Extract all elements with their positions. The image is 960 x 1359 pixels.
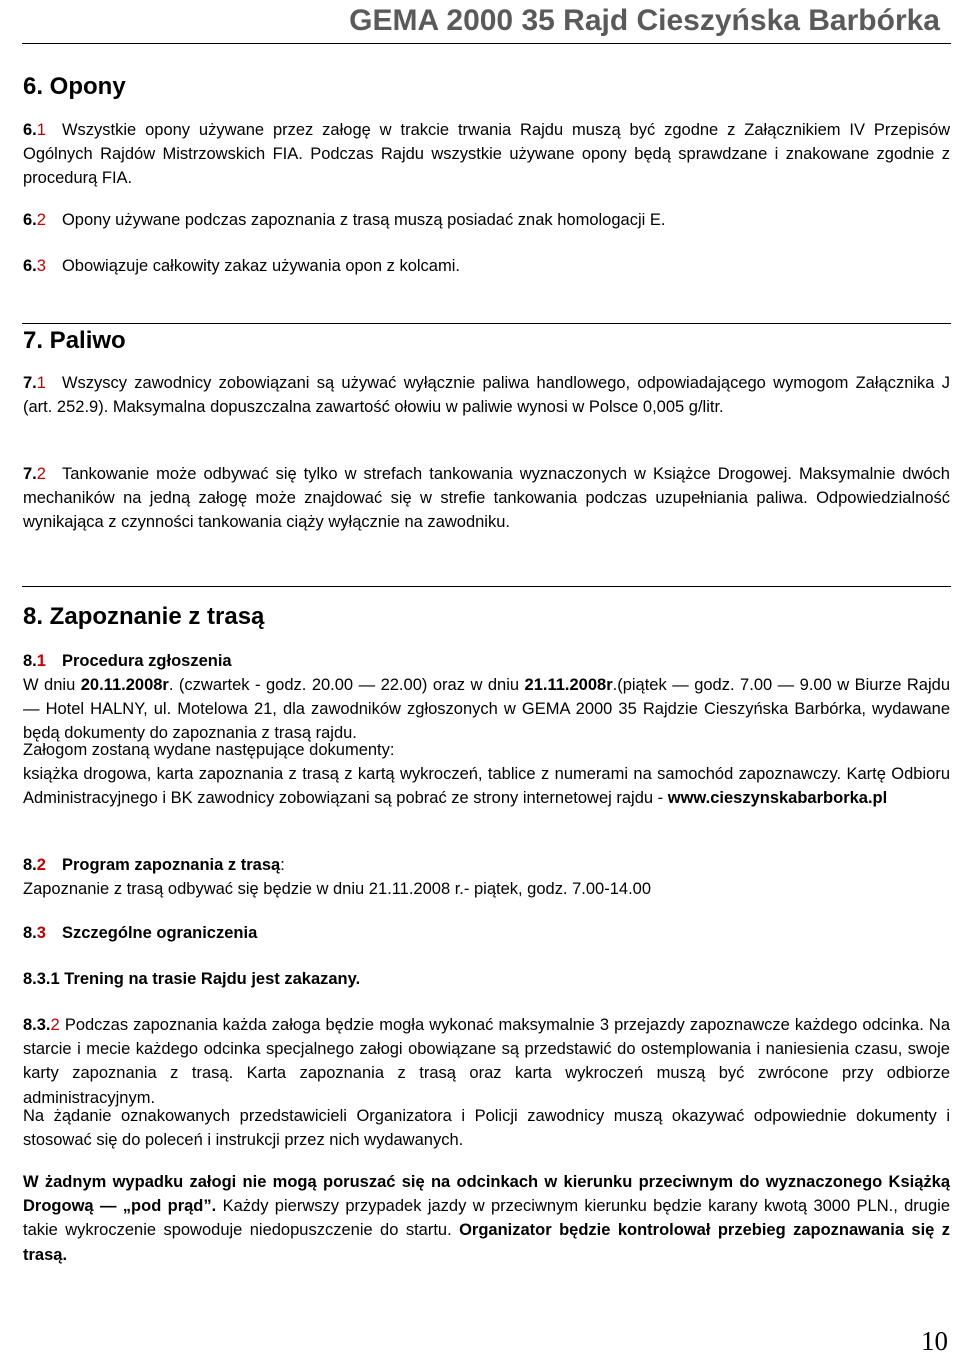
subsection-title: Procedura zgłoszenia bbox=[61, 652, 232, 670]
paragraph-8-1 bbox=[23, 673, 950, 746]
paragraph-number: 6. bbox=[23, 211, 37, 229]
subsection-number-suffix: 2 bbox=[36, 856, 46, 874]
text-run: : bbox=[280, 856, 285, 874]
paragraph-7-1 bbox=[23, 371, 950, 419]
subsection-number: 8. bbox=[23, 856, 37, 874]
paragraph-text: Opony używane podczas zapoznania z trasą muszą posiadać znak homologacji E. bbox=[61, 211, 666, 229]
subsection-number: 8. bbox=[23, 652, 37, 670]
header-title: GEMA 2000 35 Rajd Cieszyńska Barbórka bbox=[349, 4, 940, 37]
paragraph-final-warning bbox=[23, 1170, 950, 1267]
paragraph-text: Podczas zapoznania każda załoga będzie mogła wykonać maksymalnie 3 przejazdy zapoznawcze każdego odcinka. Na starcie i mecie każdego odcinka specjalnego załogi obowiązane są przedstawić do ostemplowania i naniesienia czasu, swoje karty zapoznania z trasą. Karta zapoznania z trasą oraz karta wykroczeń muszą być zwrócone przy odbiorze administracyjnym. bbox=[23, 1016, 950, 1107]
subsection-8-1-title bbox=[23, 649, 950, 673]
paragraph-number-suffix: 2 bbox=[36, 211, 46, 229]
paragraph-number: 8.3. bbox=[23, 1016, 51, 1034]
section-divider bbox=[22, 323, 951, 324]
subsection-title: Program zapoznania z trasą bbox=[61, 856, 281, 874]
subsection-8-2-title bbox=[23, 853, 950, 877]
section-6-heading: 6. Opony bbox=[23, 73, 126, 100]
paragraph-number-suffix: 2 bbox=[50, 1016, 60, 1034]
date-bold: 20.11.2008r bbox=[80, 676, 169, 694]
website-link[interactable]: www.cieszynskabarborka.pl bbox=[667, 789, 888, 808]
paragraph-number: 6. bbox=[23, 257, 37, 275]
subsection-8-3-title bbox=[23, 921, 950, 945]
paragraph-text: Wszystkie opony używane przez załogę w trakcie trwania Rajdu muszą być zgodne z Załącznikiem IV Przepisów Ogólnych Rajdów Mistrzowskich FIA. Podczas Rajdu wszystkie używane opony będą sprawdzane i znakowane zgodnie z procedurą FIA. bbox=[23, 121, 950, 188]
warning-bold-text: W żadnym wypadku załogi nie mogą poruszać się na odcinkach w kierunku przeciwnym do wyznaczonego Książką Drogową — „pod prąd”. bbox=[23, 1173, 950, 1216]
paragraph-number: 6. bbox=[23, 121, 37, 139]
text-run: książka drogowa, karta zapoznania z trasą z kartą wykroczeń, tablice z numerami na samochód zapoznawczy. Kartę Odbioru Administracyjnego i BK zawodnicy zobowiązani są pobrać ze strony internetowej rajdu - bbox=[23, 765, 950, 808]
paragraph-6-3 bbox=[23, 254, 950, 278]
paragraph-6-2 bbox=[23, 208, 950, 232]
warning-bold-text: Organizator będzie kontrolował przebieg zapoznawania się z trasą. bbox=[23, 1221, 950, 1264]
paragraph-text: Tankowanie może odbywać się tylko w strefach tankowania wyznaczonych w Książce Drogowej. Maksymalnie dwóch mechaników na jedną załogę może znajdować się w strefie tankowania podczas uzupełniania paliwa. Odpowiedzialność wynikająca z czynności tankowania ciąży wyłącznie na zawodniku. bbox=[23, 465, 950, 532]
subsection-8-3-1: 8.3.1 Trening na trasie Rajdu jest zakazany. bbox=[23, 970, 361, 988]
paragraph-number-suffix: 2 bbox=[36, 465, 46, 483]
paragraph-8-3-2-cont: Na żądanie oznakowanych przedstawicieli Organizatora i Policji zawodnicy muszą okazywać odpowiednie dokumenty i stosować się do poleceń i instrukcji przez nich wydawanych. bbox=[23, 1107, 950, 1150]
section-divider bbox=[22, 586, 951, 587]
paragraph-7-2 bbox=[23, 462, 950, 535]
paragraph-8-1-docs-intro: Załogom zostaną wydane następujące dokumenty: bbox=[23, 741, 395, 759]
section-8-heading: 8. Zapoznanie z trasą bbox=[23, 603, 265, 630]
text-run: Każdy pierwszy przypadek jazdy w przeciwnym kierunku będzie karany kwotą 3000 PLN., drugie takie wykroczenie spowoduje niedopuszczenie do startu. bbox=[23, 1197, 950, 1240]
paragraph-number-suffix: 1 bbox=[36, 374, 46, 392]
paragraph-text: Wszyscy zawodnicy zobowiązani są używać wyłącznie paliwa handlowego, odpowiadającego wymogom Załącznika J (art. 252.9). Maksymalna dopuszczalna zawartość ołowiu w paliwie wynosi w Polsce 0,005 g/litr. bbox=[23, 374, 950, 417]
paragraph-6-1 bbox=[23, 118, 950, 191]
paragraph-number: 7. bbox=[23, 374, 37, 392]
subsection-title: Szczególne ograniczenia bbox=[61, 924, 258, 942]
header-rule bbox=[22, 43, 951, 44]
paragraph-number: 7. bbox=[23, 465, 37, 483]
text-run: . (czwartek - godz. 20.00 — 22.00) oraz w dniu bbox=[168, 676, 525, 694]
paragraph-8-1-docs bbox=[23, 762, 950, 810]
paragraph-text: Obowiązuje całkowity zakaz używania opon z kolcami. bbox=[61, 257, 460, 275]
paragraph-8-2: Zapoznanie z trasą odbywać się będzie w dniu 21.11.2008 r.- piątek, godz. 7.00-14.00 bbox=[23, 880, 652, 898]
paragraph-number-suffix: 1 bbox=[36, 121, 46, 139]
subsection-number-suffix: 1 bbox=[36, 652, 46, 670]
subsection-number: 8. bbox=[23, 924, 37, 942]
paragraph-number-suffix: 3 bbox=[36, 257, 46, 275]
date-bold: 21.11.2008r bbox=[524, 676, 613, 694]
section-7-heading: 7. Paliwo bbox=[23, 327, 126, 354]
text-run: W dniu bbox=[23, 676, 81, 694]
subsection-number-suffix: 3 bbox=[36, 924, 46, 942]
text-run: .(piątek — godz. 7.00 — 9.00 w Biurze Rajdu — Hotel HALNY, ul. Motelowa 21, dla zawodników zgłoszonych w GEMA 2000 35 Rajdzie Cieszyńska Barbórka, wydawane będą dokumenty do zapoznania z trasą rajdu. bbox=[23, 676, 951, 743]
paragraph-8-3-2 bbox=[23, 1013, 950, 1110]
page-number: 10 bbox=[921, 1326, 948, 1356]
